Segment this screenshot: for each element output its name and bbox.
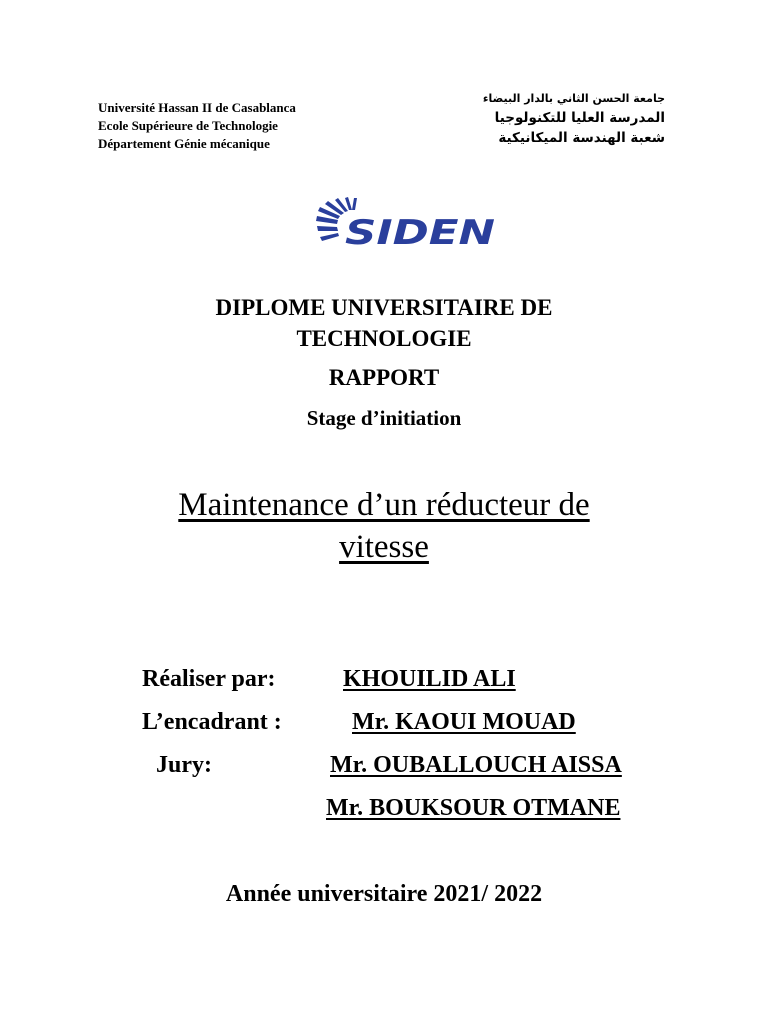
institution-french-header [98, 99, 296, 153]
academic-year: Année universitaire 2021/ 2022 [225, 881, 543, 907]
jury-label: Jury: [156, 752, 212, 778]
jury-member-2: Mr. BOUKSOUR OTMANE [326, 795, 621, 821]
department-name: Département Génie mécanique [98, 136, 270, 151]
title-line-2: vitesse [339, 529, 429, 565]
department-name-arabic: شعبة الهندسة الميكانيكية [498, 130, 665, 146]
stage-label: Stage d’initiation [306, 406, 462, 430]
university-name: Université Hassan II de Casablanca [98, 100, 296, 115]
report-title [0, 484, 768, 568]
author-label: Réaliser par: [142, 666, 276, 692]
supervisor-label: L’encadrant : [142, 709, 282, 735]
diploma-line-2: TECHNOLOGIE [296, 326, 472, 351]
supervisor-name: Mr. KAOUI MOUAD [352, 709, 576, 735]
jury-member-1: Mr. OUBALLOUCH AISSA [330, 752, 622, 778]
siden-logo [308, 196, 500, 252]
diploma-line-1: DIPLOME UNIVERSITAIRE DE [215, 295, 553, 320]
school-name-arabic: المدرسة العليا للتكنولوجيا [494, 110, 665, 126]
institution-arabic-header [483, 90, 665, 148]
title-line-1: Maintenance d’un réducteur de [178, 487, 590, 523]
report-label: RAPPORT [328, 365, 440, 390]
author-name: KHOUILID ALI [343, 666, 516, 692]
starburst-icon [308, 196, 500, 252]
logo-wordmark: SIDEN [345, 213, 495, 252]
school-name: Ecole Supérieure de Technologie [98, 118, 278, 133]
diploma-heading [0, 292, 768, 354]
university-name-arabic: جامعة الحسن الثاني بالدار البيضاء [482, 92, 665, 105]
